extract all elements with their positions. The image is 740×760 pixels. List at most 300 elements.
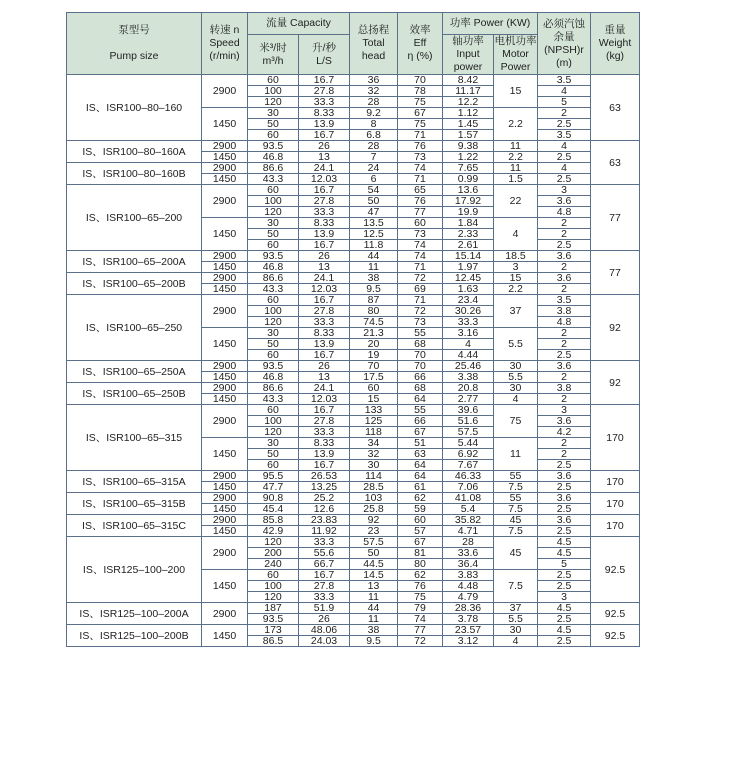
speed-value: 1450	[202, 284, 248, 295]
npsh-cell: 2.5	[538, 152, 591, 163]
efficiency-cell: 75	[398, 592, 443, 603]
capacity-ls-cell: 27.8	[299, 306, 350, 317]
efficiency-cell: 67	[398, 537, 443, 548]
input-power-cell: 7.06	[443, 482, 494, 493]
header-speed-en: Speed	[209, 37, 240, 49]
input-power-cell: 25.46	[443, 361, 494, 372]
header-npsh-cn1: 必须汽蚀	[543, 17, 586, 30]
capacity-m3h-cell: 30	[248, 108, 299, 119]
input-power-cell: 3.12	[443, 636, 494, 647]
capacity-ls-cell: 33.3	[299, 317, 350, 328]
capacity-ls-cell: 13	[299, 262, 350, 273]
npsh-cell: 3.6	[538, 273, 591, 284]
capacity-m3h-cell: 100	[248, 196, 299, 207]
total-head-cell: 38	[350, 273, 398, 284]
capacity-m3h-cell: 120	[248, 317, 299, 328]
motor-power-cell: 45	[494, 537, 538, 570]
table-row	[67, 141, 640, 152]
npsh-cell: 2	[538, 438, 591, 449]
header-speed-cn: 转速 n	[209, 24, 240, 36]
motor-power-cell: 7.5	[494, 570, 538, 603]
header-weight-cn: 重量	[604, 24, 626, 36]
npsh-cell: 3.6	[538, 416, 591, 427]
npsh-cell: 3.6	[538, 515, 591, 526]
capacity-m3h-cell: 43.3	[248, 284, 299, 295]
efficiency-cell: 68	[398, 339, 443, 350]
capacity-ls-cell: 12.03	[299, 284, 350, 295]
motor-power-cell: 2.2	[494, 108, 538, 141]
efficiency-cell: 57	[398, 526, 443, 537]
model-name: IS、ISR100–65–250B	[67, 383, 202, 405]
npsh-cell: 4	[538, 86, 591, 97]
capacity-m3h-cell: 46.8	[248, 152, 299, 163]
capacity-m3h-cell: 60	[248, 130, 299, 141]
capacity-m3h-cell: 43.3	[248, 174, 299, 185]
efficiency-cell: 72	[398, 306, 443, 317]
input-power-cell: 23.57	[443, 625, 494, 636]
npsh-cell: 4	[538, 163, 591, 174]
input-power-cell: 2.33	[443, 229, 494, 240]
header-weight	[591, 13, 640, 75]
capacity-ls-cell: 33.3	[299, 97, 350, 108]
capacity-ls-cell: 24.1	[299, 163, 350, 174]
speed-value: 1450	[202, 570, 248, 603]
speed-value: 2900	[202, 515, 248, 526]
header-motor-en1: Motor	[502, 48, 529, 60]
capacity-m3h-cell: 60	[248, 460, 299, 471]
table-row	[67, 251, 640, 262]
header-cap-ls	[299, 35, 350, 75]
efficiency-cell: 72	[398, 273, 443, 284]
header-weight-unit: (kg)	[605, 50, 625, 62]
header-head	[350, 13, 398, 75]
efficiency-cell: 61	[398, 482, 443, 493]
total-head-cell: 6.8	[350, 130, 398, 141]
motor-power-cell: 5.5	[494, 372, 538, 383]
input-power-cell: 46.33	[443, 471, 494, 482]
motor-power-cell: 4	[494, 636, 538, 647]
capacity-ls-cell: 16.7	[299, 350, 350, 361]
weight-cell: 92.5	[591, 603, 640, 625]
efficiency-cell: 64	[398, 394, 443, 405]
model-name: IS、ISR125–100–200B	[67, 625, 202, 647]
capacity-m3h-cell: 86.6	[248, 273, 299, 284]
capacity-m3h-cell: 50	[248, 119, 299, 130]
total-head-cell: 11.8	[350, 240, 398, 251]
speed-value: 2900	[202, 493, 248, 504]
capacity-ls-cell: 16.7	[299, 130, 350, 141]
header-pump-size-en: Pump size	[109, 50, 159, 62]
capacity-ls-cell: 13.25	[299, 482, 350, 493]
input-power-cell: 11.17	[443, 86, 494, 97]
capacity-ls-cell: 26	[299, 251, 350, 262]
capacity-m3h-cell: 60	[248, 240, 299, 251]
capacity-ls-cell: 12.6	[299, 504, 350, 515]
weight-cell: 92.5	[591, 537, 640, 603]
efficiency-cell: 51	[398, 438, 443, 449]
efficiency-cell: 71	[398, 130, 443, 141]
capacity-m3h-cell: 86.5	[248, 636, 299, 647]
capacity-ls-cell: 24.1	[299, 383, 350, 394]
input-power-cell: 39.6	[443, 405, 494, 416]
npsh-cell: 2	[538, 218, 591, 229]
input-power-cell: 4.71	[443, 526, 494, 537]
efficiency-cell: 69	[398, 284, 443, 295]
capacity-m3h-cell: 95.5	[248, 471, 299, 482]
capacity-m3h-cell: 30	[248, 438, 299, 449]
model-name: IS、ISR100–65–315A	[67, 471, 202, 493]
npsh-cell: 5	[538, 97, 591, 108]
npsh-cell: 4.2	[538, 427, 591, 438]
capacity-m3h-cell: 60	[248, 350, 299, 361]
input-power-cell: 5.4	[443, 504, 494, 515]
input-power-cell: 7.65	[443, 163, 494, 174]
header-capacity: 流量 Capacity	[248, 13, 350, 35]
capacity-m3h-cell: 60	[248, 185, 299, 196]
motor-power-cell: 37	[494, 603, 538, 614]
total-head-cell: 28	[350, 141, 398, 152]
capacity-ls-cell: 66.7	[299, 559, 350, 570]
efficiency-cell: 76	[398, 141, 443, 152]
speed-value: 1450	[202, 625, 248, 647]
capacity-m3h-cell: 120	[248, 97, 299, 108]
capacity-ls-cell: 8.33	[299, 218, 350, 229]
capacity-ls-cell: 16.7	[299, 295, 350, 306]
motor-power-cell: 2.2	[494, 284, 538, 295]
input-power-cell: 1.84	[443, 218, 494, 229]
header-shaft-power	[443, 35, 494, 75]
efficiency-cell: 73	[398, 152, 443, 163]
input-power-cell: 5.44	[443, 438, 494, 449]
total-head-cell: 36	[350, 75, 398, 86]
total-head-cell: 15	[350, 394, 398, 405]
weight-cell: 170	[591, 405, 640, 471]
total-head-cell: 38	[350, 625, 398, 636]
capacity-m3h-cell: 100	[248, 581, 299, 592]
input-power-cell: 13.6	[443, 185, 494, 196]
total-head-cell: 74.5	[350, 317, 398, 328]
speed-value: 1450	[202, 504, 248, 515]
total-head-cell: 44	[350, 603, 398, 614]
efficiency-cell: 68	[398, 383, 443, 394]
capacity-m3h-cell: 60	[248, 295, 299, 306]
efficiency-cell: 73	[398, 317, 443, 328]
npsh-cell: 2.5	[538, 174, 591, 185]
total-head-cell: 44	[350, 251, 398, 262]
capacity-m3h-cell: 120	[248, 207, 299, 218]
input-power-cell: 28	[443, 537, 494, 548]
speed-value: 1450	[202, 152, 248, 163]
header-shaft-en2: power	[453, 61, 483, 73]
speed-value: 2900	[202, 251, 248, 262]
npsh-cell: 2	[538, 108, 591, 119]
speed-value: 2900	[202, 361, 248, 372]
total-head-cell: 19	[350, 350, 398, 361]
efficiency-cell: 80	[398, 559, 443, 570]
capacity-m3h-cell: 100	[248, 306, 299, 317]
total-head-cell: 21.3	[350, 328, 398, 339]
input-power-cell: 4.48	[443, 581, 494, 592]
efficiency-cell: 79	[398, 603, 443, 614]
capacity-m3h-cell: 46.8	[248, 262, 299, 273]
input-power-cell: 28.36	[443, 603, 494, 614]
input-power-cell: 1.22	[443, 152, 494, 163]
header-npsh	[538, 13, 591, 75]
input-power-cell: 17.92	[443, 196, 494, 207]
efficiency-cell: 64	[398, 471, 443, 482]
header-motor-en2: Power	[500, 61, 531, 73]
capacity-ls-cell: 24.03	[299, 636, 350, 647]
capacity-m3h-cell: 187	[248, 603, 299, 614]
total-head-cell: 28.5	[350, 482, 398, 493]
capacity-ls-cell: 13.9	[299, 449, 350, 460]
input-power-cell: 15.14	[443, 251, 494, 262]
total-head-cell: 13.5	[350, 218, 398, 229]
npsh-cell: 2.5	[538, 350, 591, 361]
input-power-cell: 33.3	[443, 317, 494, 328]
capacity-m3h-cell: 120	[248, 427, 299, 438]
table-row	[67, 273, 640, 284]
table-header	[67, 13, 640, 75]
efficiency-cell: 66	[398, 416, 443, 427]
capacity-m3h-cell: 240	[248, 559, 299, 570]
npsh-cell: 4.8	[538, 207, 591, 218]
npsh-cell: 2.5	[538, 504, 591, 515]
capacity-ls-cell: 27.8	[299, 196, 350, 207]
capacity-m3h-cell: 50	[248, 449, 299, 460]
npsh-cell: 4.8	[538, 317, 591, 328]
input-power-cell: 35.82	[443, 515, 494, 526]
total-head-cell: 7	[350, 152, 398, 163]
table-row	[67, 75, 640, 86]
total-head-cell: 54	[350, 185, 398, 196]
total-head-cell: 25.8	[350, 504, 398, 515]
motor-power-cell: 5.5	[494, 328, 538, 361]
model-name: IS、ISR100–80–160	[67, 75, 202, 141]
header-head-en1: Total	[362, 37, 385, 49]
motor-power-cell: 11	[494, 438, 538, 471]
input-power-cell: 0.99	[443, 174, 494, 185]
npsh-cell: 2.5	[538, 614, 591, 625]
efficiency-cell: 77	[398, 207, 443, 218]
total-head-cell: 9.5	[350, 284, 398, 295]
capacity-ls-cell: 33.3	[299, 427, 350, 438]
efficiency-cell: 70	[398, 75, 443, 86]
npsh-cell: 3.6	[538, 493, 591, 504]
capacity-ls-cell: 33.3	[299, 592, 350, 603]
model-name: IS、ISR100–65–315C	[67, 515, 202, 537]
efficiency-cell: 76	[398, 196, 443, 207]
capacity-m3h-cell: 200	[248, 548, 299, 559]
speed-value: 2900	[202, 295, 248, 328]
capacity-ls-cell: 11.92	[299, 526, 350, 537]
weight-cell: 92.5	[591, 625, 640, 647]
total-head-cell: 11	[350, 592, 398, 603]
total-head-cell: 8	[350, 119, 398, 130]
speed-value: 1450	[202, 328, 248, 361]
motor-power-cell: 37	[494, 295, 538, 328]
efficiency-cell: 78	[398, 86, 443, 97]
total-head-cell: 11	[350, 262, 398, 273]
input-power-cell: 2.77	[443, 394, 494, 405]
npsh-cell: 5	[538, 559, 591, 570]
efficiency-cell: 71	[398, 295, 443, 306]
motor-power-cell: 3	[494, 262, 538, 273]
npsh-cell: 4.5	[538, 548, 591, 559]
efficiency-cell: 66	[398, 372, 443, 383]
capacity-ls-cell: 33.3	[299, 207, 350, 218]
model-name: IS、ISR100–80–160B	[67, 163, 202, 185]
input-power-cell: 6.92	[443, 449, 494, 460]
speed-value: 1450	[202, 108, 248, 141]
input-power-cell: 8.42	[443, 75, 494, 86]
npsh-cell: 2.5	[538, 119, 591, 130]
efficiency-cell: 76	[398, 581, 443, 592]
motor-power-cell: 4	[494, 218, 538, 251]
efficiency-cell: 70	[398, 350, 443, 361]
total-head-cell: 50	[350, 548, 398, 559]
total-head-cell: 32	[350, 449, 398, 460]
speed-value: 1450	[202, 526, 248, 537]
npsh-cell: 2.5	[538, 526, 591, 537]
speed-value: 2900	[202, 603, 248, 625]
header-power: 功率 Power (KW)	[443, 13, 538, 35]
model-name: IS、ISR125–100–200	[67, 537, 202, 603]
total-head-cell: 30	[350, 460, 398, 471]
header-eff-en: Eff	[413, 37, 427, 49]
total-head-cell: 32	[350, 86, 398, 97]
speed-value: 2900	[202, 185, 248, 218]
input-power-cell: 4.79	[443, 592, 494, 603]
total-head-cell: 70	[350, 361, 398, 372]
motor-power-cell: 45	[494, 515, 538, 526]
motor-power-cell: 4	[494, 394, 538, 405]
total-head-cell: 13	[350, 581, 398, 592]
table-row	[67, 515, 640, 526]
motor-power-cell: 55	[494, 493, 538, 504]
input-power-cell: 3.78	[443, 614, 494, 625]
table-row	[67, 163, 640, 174]
capacity-m3h-cell: 120	[248, 537, 299, 548]
header-cap-m3h-cn: 米³/时	[259, 41, 287, 54]
efficiency-cell: 60	[398, 515, 443, 526]
capacity-m3h-cell: 90.8	[248, 493, 299, 504]
capacity-m3h-cell: 30	[248, 218, 299, 229]
capacity-m3h-cell: 93.5	[248, 251, 299, 262]
capacity-ls-cell: 26	[299, 614, 350, 625]
npsh-cell: 2	[538, 449, 591, 460]
npsh-cell: 2	[538, 394, 591, 405]
total-head-cell: 92	[350, 515, 398, 526]
weight-cell: 92	[591, 295, 640, 361]
table-row	[67, 405, 640, 416]
npsh-cell: 2.5	[538, 581, 591, 592]
efficiency-cell: 72	[398, 636, 443, 647]
header-npsh-cn2: 余量	[553, 30, 575, 43]
efficiency-cell: 75	[398, 119, 443, 130]
capacity-m3h-cell: 50	[248, 339, 299, 350]
weight-cell: 77	[591, 185, 640, 251]
total-head-cell: 9.2	[350, 108, 398, 119]
header-shaft-cn: 轴功率	[452, 35, 484, 47]
efficiency-cell: 55	[398, 405, 443, 416]
motor-power-cell: 1.5	[494, 174, 538, 185]
model-name: IS、ISR100–65–250	[67, 295, 202, 361]
capacity-ls-cell: 24.1	[299, 273, 350, 284]
input-power-cell: 3.16	[443, 328, 494, 339]
capacity-m3h-cell: 86.6	[248, 163, 299, 174]
header-eff-cn: 效率	[409, 24, 431, 36]
header-efficiency	[398, 13, 443, 75]
input-power-cell: 7.67	[443, 460, 494, 471]
weight-cell: 92	[591, 361, 640, 405]
npsh-cell: 3.8	[538, 306, 591, 317]
capacity-ls-cell: 26.53	[299, 471, 350, 482]
input-power-cell: 36.4	[443, 559, 494, 570]
header-head-cn: 总扬程	[357, 24, 390, 36]
speed-value: 2900	[202, 141, 248, 152]
header-speed-unit: (r/min)	[209, 50, 240, 62]
capacity-ls-cell: 13.9	[299, 229, 350, 240]
speed-value: 1450	[202, 372, 248, 383]
input-power-cell: 9.38	[443, 141, 494, 152]
capacity-m3h-cell: 100	[248, 86, 299, 97]
npsh-cell: 4.5	[538, 603, 591, 614]
motor-power-cell: 75	[494, 405, 538, 438]
table-row	[67, 295, 640, 306]
total-head-cell: 23	[350, 526, 398, 537]
npsh-cell: 3	[538, 405, 591, 416]
npsh-cell: 2	[538, 372, 591, 383]
capacity-ls-cell: 8.33	[299, 108, 350, 119]
total-head-cell: 50	[350, 196, 398, 207]
capacity-ls-cell: 51.9	[299, 603, 350, 614]
total-head-cell: 133	[350, 405, 398, 416]
total-head-cell: 57.5	[350, 537, 398, 548]
npsh-cell: 2	[538, 339, 591, 350]
speed-value: 2900	[202, 537, 248, 570]
speed-value: 2900	[202, 383, 248, 394]
efficiency-cell: 81	[398, 548, 443, 559]
motor-power-cell: 7.5	[494, 526, 538, 537]
capacity-ls-cell: 26	[299, 361, 350, 372]
capacity-ls-cell: 27.8	[299, 86, 350, 97]
npsh-cell: 2	[538, 284, 591, 295]
capacity-m3h-cell: 93.5	[248, 361, 299, 372]
motor-power-cell: 30	[494, 383, 538, 394]
capacity-ls-cell: 48.06	[299, 625, 350, 636]
weight-cell: 170	[591, 493, 640, 515]
capacity-ls-cell: 12.03	[299, 394, 350, 405]
header-weight-en: Weight	[598, 37, 632, 49]
total-head-cell: 24	[350, 163, 398, 174]
capacity-m3h-cell: 93.5	[248, 141, 299, 152]
total-head-cell: 80	[350, 306, 398, 317]
capacity-ls-cell: 13	[299, 372, 350, 383]
input-power-cell: 23.4	[443, 295, 494, 306]
total-head-cell: 87	[350, 295, 398, 306]
npsh-cell: 2	[538, 328, 591, 339]
capacity-m3h-cell: 43.3	[248, 394, 299, 405]
total-head-cell: 20	[350, 339, 398, 350]
capacity-m3h-cell: 60	[248, 75, 299, 86]
total-head-cell: 103	[350, 493, 398, 504]
weight-cell: 77	[591, 251, 640, 295]
motor-power-cell: 22	[494, 185, 538, 218]
header-pump-size-cn: 泵型号	[118, 24, 150, 36]
input-power-cell: 12.2	[443, 97, 494, 108]
table-row	[67, 471, 640, 482]
